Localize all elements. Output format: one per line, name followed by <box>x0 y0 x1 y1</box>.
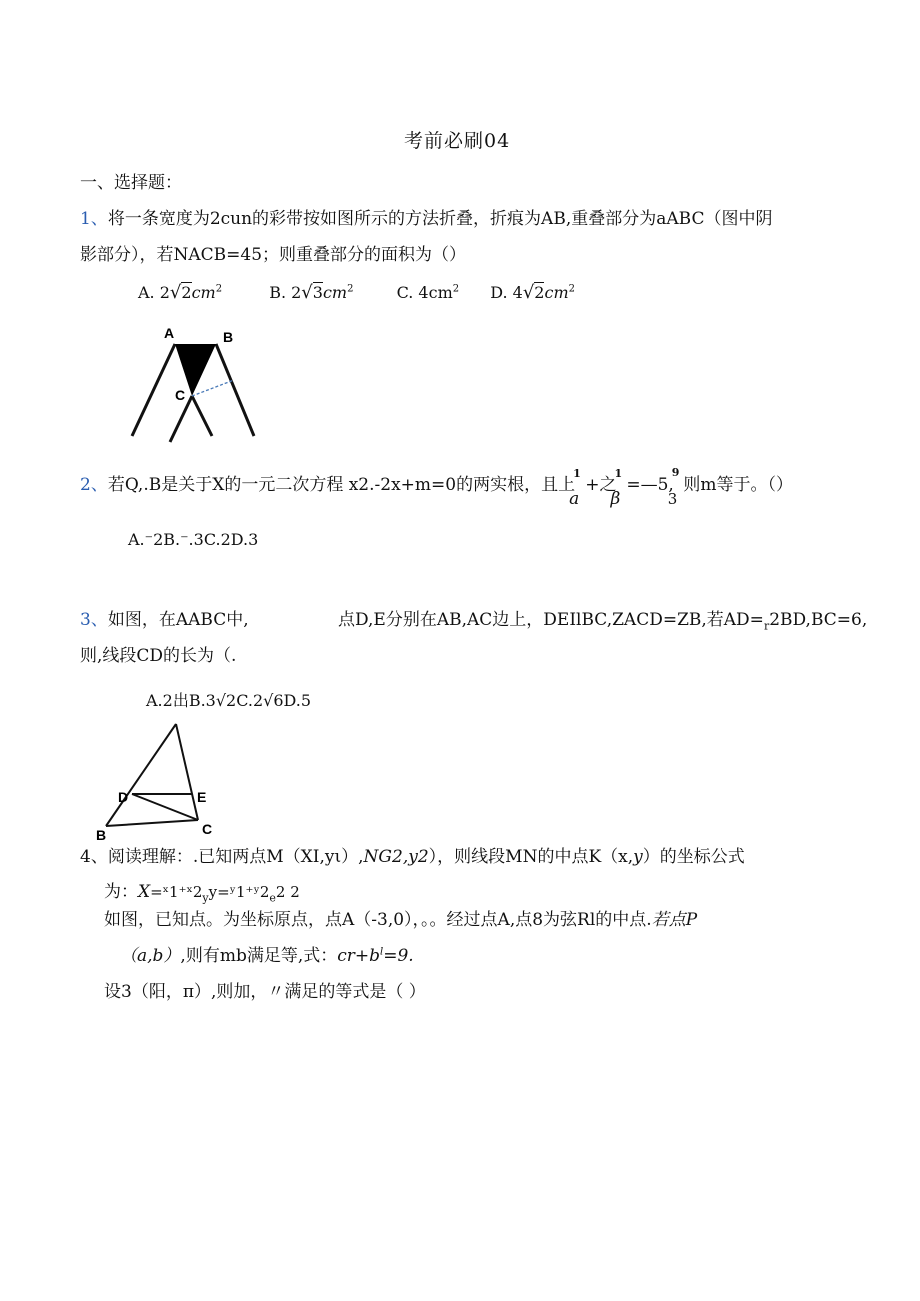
question-4-line-4: （a,b）,则有mb满足等,式：$cr+b^l=9$. <box>120 946 414 966</box>
question-3-number: 3、 <box>80 610 108 630</box>
height-dashed-line <box>192 380 234 396</box>
ribbon-right-edge-outer <box>216 344 254 436</box>
fraction-one-over-alpha: 1 a <box>569 467 581 509</box>
question-4-line-1: 4、阅读理解：.已知两点M（XI,yι）,NG2,y2），则线段MN的中点K（x,y）的坐标公式 <box>80 847 745 867</box>
question-4-line-2: 为：$X=ˣ1^+ˣ2_yy=ʸ1^+ʸ2_e2$ 2 <box>104 882 300 905</box>
question-3-line-1b: 点D,E分别在AB,AC边上，DEIlBC,ZACD=ZB,若$AD=_r2BD,BC=6$, <box>338 610 868 633</box>
option-c: C. $4cm^2$ <box>396 283 460 302</box>
question-1-line-1 <box>80 204 772 229</box>
question-1-number: 1、 <box>80 209 108 229</box>
label-d: D <box>118 789 129 805</box>
question-4-line-3: 如图，已知点。为坐标原点，点A（-3,0），。。经过点A,点8为弦Rl的中点.若点P <box>104 910 698 930</box>
label-c: C <box>175 387 186 403</box>
question-4-number: 4、 <box>80 847 108 867</box>
option-a: A. $2√2cm^2$ <box>138 282 223 303</box>
segment-cd <box>132 794 198 820</box>
ribbon-fold-figure <box>120 318 270 448</box>
label-b: B <box>96 827 107 842</box>
triangle-figure <box>92 718 232 842</box>
fraction-nine-thirds: 9 3 <box>667 466 680 508</box>
question-3-line-2: 则,线段CD的长为（. <box>80 646 237 666</box>
label-b: B <box>223 329 234 345</box>
ribbon-left-edge-outer <box>132 344 175 436</box>
label-e: E <box>197 789 207 805</box>
label-c: C <box>202 821 213 837</box>
page-title: 考前必刷04 <box>404 130 511 152</box>
label-a: A <box>164 325 175 341</box>
question-2-options: A.⁻2B.⁻.3C.2D.3 <box>128 530 259 549</box>
option-b: B. $2√3cm^2$ <box>269 282 354 303</box>
question-4-line-5: 设3（阳，π）,则加，〃满足的等式是（ ） <box>104 982 426 1002</box>
question-2-number: 2、 <box>80 475 108 495</box>
side-ac <box>176 724 198 820</box>
question-1-line-2: 影部分），若NACB=45；则重叠部分的面积为（） <box>80 245 467 265</box>
side-ab <box>106 724 176 826</box>
ribbon-right-edge-inner <box>192 396 212 436</box>
question-2-line: 2、若Q,.B是关于X的一元二次方程 x2.-2x+m=0的两实根，且上 1 a+之 1 β=—5, 9 3则m等于。（） <box>80 466 793 509</box>
option-d: D. $4√2cm^2$ <box>490 282 575 303</box>
question-1-text: 将一条宽度为2cun的彩带按如图所示的方法折叠，折痕为AB,重叠部分为aABC（图中阴 <box>107 209 773 229</box>
side-bc <box>106 820 198 826</box>
question-3-options: A.2出B.3√2C.2√6D.5 <box>146 691 312 710</box>
section-heading: 一、选择题： <box>80 173 182 193</box>
question-1-options <box>138 282 575 303</box>
fraction-one-over-beta: 1 β <box>610 467 623 509</box>
question-3-line-1a: 3、如图，在AABC中, <box>80 610 249 630</box>
